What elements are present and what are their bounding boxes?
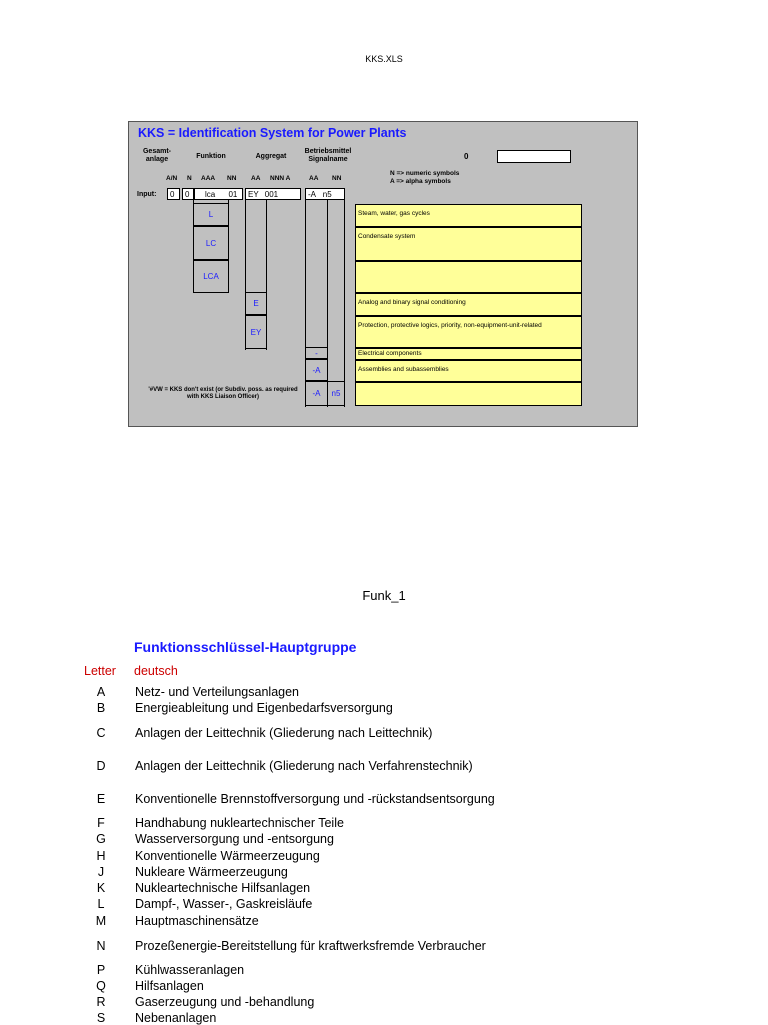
desc-steam-water-gas: Steam, water, gas cycles	[355, 204, 582, 227]
header-gesamtanlage: Gesamt- anlage	[142, 148, 171, 163]
input-gesamt[interactable]: 0	[167, 188, 180, 200]
row-letter: C	[96, 726, 106, 740]
table-row	[80, 684, 540, 699]
aggregat-box-ey: EY	[245, 315, 267, 349]
betrieb-box-a: -A	[305, 359, 328, 381]
code-aa-2: AA	[309, 175, 319, 182]
betrieb-box-n5: n5	[327, 381, 345, 406]
table-row	[80, 880, 540, 895]
row-letter: A	[96, 684, 106, 699]
table-row	[80, 978, 540, 993]
row-letter: S	[96, 1010, 106, 1025]
code-aa: AA	[251, 175, 261, 182]
desc-analog-binary: Analog and binary signal conditioning	[355, 293, 582, 316]
column-header-deutsch: deutsch	[134, 664, 178, 678]
table-row	[80, 700, 540, 715]
desc-protection: Protection, protective logics, priority, non-equipment-unit-related	[355, 316, 582, 348]
input-betriebsmittel[interactable]	[305, 188, 345, 200]
row-letter: H	[96, 848, 106, 863]
table-row	[80, 931, 540, 961]
input-funktion-nn-value: 01	[228, 190, 238, 199]
row-text: Anlagen der Leittechnik (Gliederung nach Leittechnik)	[135, 726, 433, 740]
row-letter: J	[97, 864, 105, 879]
desc-electrical-components: Electrical components	[355, 348, 582, 360]
betrieb-box-a2: -A	[305, 381, 328, 406]
row-letter: D	[96, 759, 106, 773]
row-text: Nebenanlagen	[135, 1010, 217, 1025]
row-text: Nukleartechnische Hilfsanlagen	[135, 880, 311, 895]
row-letter: B	[96, 700, 106, 715]
table-row	[80, 831, 540, 846]
code-nn: NN	[227, 175, 237, 182]
row-letter: Q	[96, 978, 106, 993]
header-betriebsmittel: Betriebsmittel Signalname	[304, 148, 352, 163]
sheet-name: Funk_1	[362, 588, 406, 603]
input-betriebsmittel-aa-value: -A	[308, 190, 316, 199]
row-text: Netz- und Verteilungsanlagen	[135, 684, 300, 699]
file-name: KKS.XLS	[365, 54, 403, 64]
row-text: Nukleare Wärmeerzeugung	[135, 864, 288, 879]
table-row	[80, 994, 540, 1009]
desc-empty-1	[355, 261, 582, 293]
input-funktion-n[interactable]: 0	[182, 188, 194, 200]
sheet-title: Funktionsschlüssel-Hauptgruppe	[134, 639, 357, 655]
panel-title: KKS = Identification System for Power Plants	[138, 126, 407, 140]
funktion-box-l: L	[193, 203, 229, 226]
footnote: '#VW = KKS don't exist (or Subdiv. poss. as required with KKS Liaison Officer)	[148, 387, 298, 400]
table-row	[80, 718, 540, 748]
row-text: Hauptmaschinensätze	[135, 913, 259, 928]
desc-empty-2	[355, 382, 582, 406]
table-row	[80, 864, 540, 879]
column-header-letter: Letter	[84, 664, 116, 678]
symbol-note: N => numeric symbols A => alpha symbols	[390, 170, 460, 185]
row-text: Handhabung nukleartechnischer Teile	[135, 815, 344, 830]
table-row	[80, 848, 540, 863]
code-aaa: AAA	[201, 175, 216, 182]
table-row	[80, 1010, 540, 1025]
input-betriebsmittel-nn-value: n5	[322, 190, 332, 199]
code-n: N	[187, 175, 192, 182]
row-text: Hilfsanlagen	[135, 978, 204, 993]
betrieb-right-line	[344, 200, 345, 407]
table-row	[80, 784, 540, 814]
row-text: Konventionelle Wärmeerzeugung	[135, 848, 320, 863]
table-row	[80, 896, 540, 911]
row-letter: E	[96, 792, 106, 806]
desc-assemblies: Assemblies and subassemblies	[355, 360, 582, 382]
row-text: Kühlwasseranlagen	[135, 962, 245, 977]
row-letter: G	[96, 831, 106, 846]
input-funktion-aaa-value: lca	[205, 190, 216, 199]
row-letter: M	[95, 913, 107, 928]
header-aggregat: Aggregat	[255, 153, 287, 160]
row-text: Dampf-, Wasser-, Gaskreisläufe	[135, 896, 313, 911]
table-row	[80, 913, 540, 928]
input-aggregat-nnn-value: 001	[264, 190, 279, 199]
table-row	[80, 751, 540, 781]
zero-value: 0	[464, 152, 469, 161]
desc-condensate-system: Condensate system	[355, 227, 582, 261]
table-row	[80, 815, 540, 830]
code-nnn-a: NNN A	[270, 175, 291, 182]
input-aggregat[interactable]	[245, 188, 301, 200]
code-nn-2: NN	[332, 175, 342, 182]
row-letter: K	[96, 880, 106, 895]
input-funktion-aaa[interactable]	[194, 188, 243, 200]
table-row	[80, 962, 540, 977]
row-letter: L	[97, 896, 105, 911]
funktion-box-lc: LC	[193, 226, 229, 260]
header-funktion: Funktion	[196, 153, 226, 160]
result-field[interactable]	[497, 150, 571, 163]
row-text: Energieableitung und Eigenbedarfsversorgung	[135, 700, 393, 715]
input-label: Input:	[137, 191, 157, 198]
funktion-box-lca: LCA	[193, 260, 229, 293]
code-a-n: A/N	[166, 175, 178, 182]
row-letter: R	[96, 994, 106, 1009]
row-text: Konventionelle Brennstoffversorgung und -rückstandsentsorgung	[135, 792, 495, 806]
row-text: Wasserversorgung und -entsorgung	[135, 831, 334, 846]
row-letter: N	[96, 939, 106, 953]
aggregat-box-e: E	[245, 292, 267, 315]
kks-panel	[128, 121, 638, 427]
row-text: Anlagen der Leittechnik (Gliederung nach Verfahrenstechnik)	[135, 759, 473, 773]
input-aggregat-aa-value: EY	[248, 190, 259, 199]
row-letter: P	[96, 962, 106, 977]
row-text: Gaserzeugung und -behandlung	[135, 994, 315, 1009]
betrieb-box-dash: -	[305, 347, 328, 359]
row-letter: F	[97, 815, 105, 830]
row-text: Prozeßenergie-Bereitstellung für kraftwerksfremde Verbraucher	[135, 939, 486, 953]
